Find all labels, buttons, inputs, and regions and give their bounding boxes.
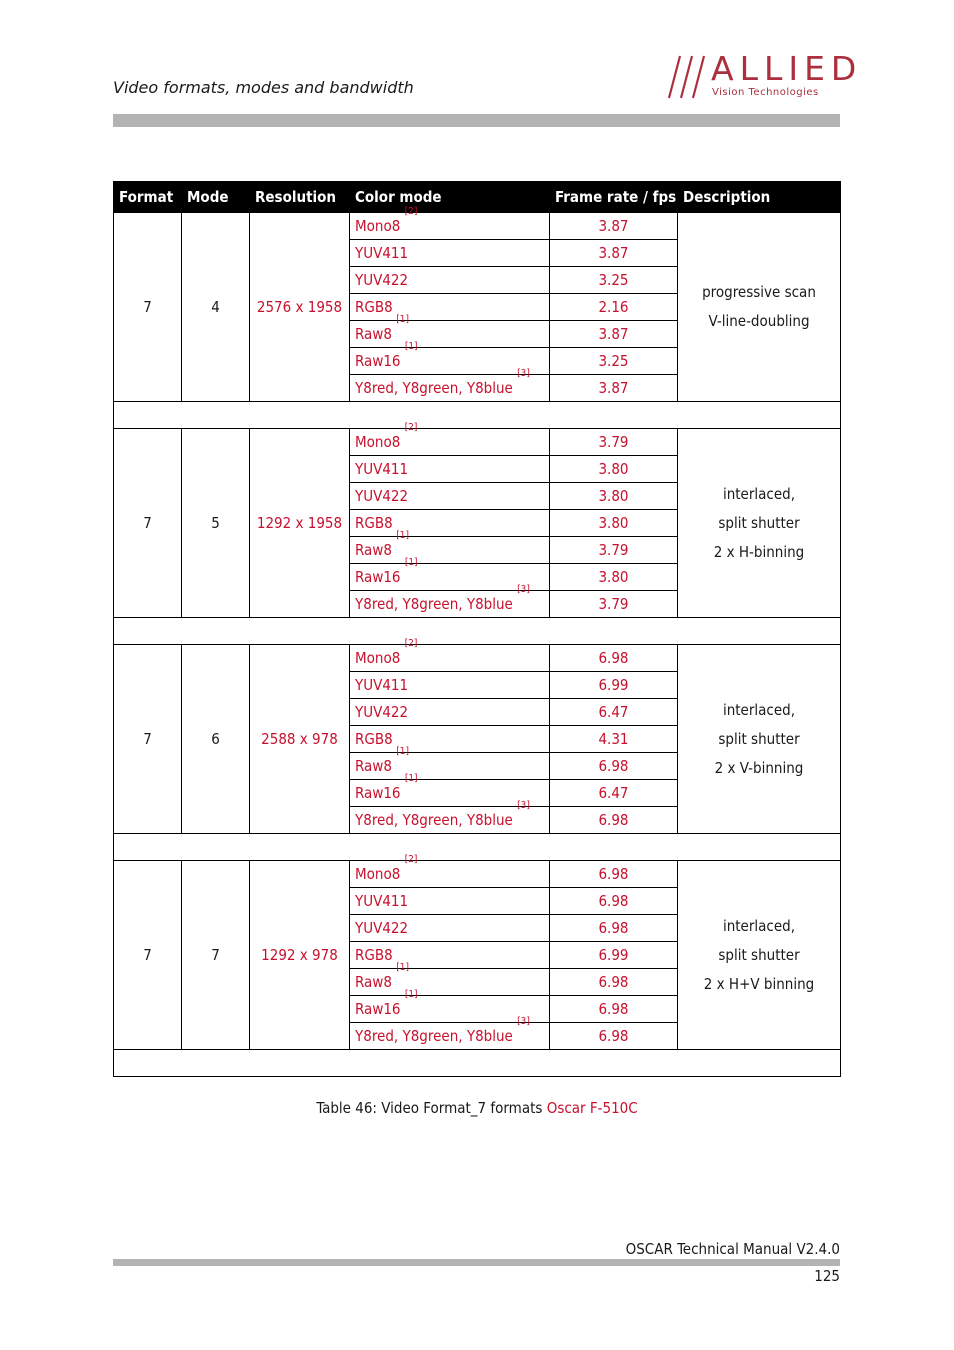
color-mode-label[interactable]: RGB8 bbox=[355, 514, 393, 532]
cell-frame-rate[interactable]: 3.87 bbox=[550, 321, 678, 348]
cell-frame-rate[interactable]: 6.98 bbox=[550, 753, 678, 780]
allied-logo bbox=[666, 49, 863, 102]
cell-description bbox=[678, 213, 841, 402]
color-mode-label[interactable]: Y8red, Y8green, Y8blue bbox=[355, 379, 513, 397]
color-mode-label[interactable]: YUV422 bbox=[355, 919, 409, 937]
cell-frame-rate[interactable]: 3.87 bbox=[550, 240, 678, 267]
group-spacer-row bbox=[114, 618, 841, 645]
cell-description bbox=[678, 861, 841, 1050]
description-line: 2 x H+V binning bbox=[703, 974, 815, 993]
cell-color-mode[interactable] bbox=[350, 638, 550, 672]
cell-color-mode[interactable] bbox=[350, 800, 550, 834]
color-mode-label[interactable]: Mono8 bbox=[355, 217, 401, 235]
cell-format: 7 bbox=[114, 213, 182, 402]
cell-frame-rate[interactable]: 6.98 bbox=[550, 807, 678, 834]
color-mode-label[interactable]: Raw8 bbox=[355, 541, 392, 559]
logo-word: ALLIED bbox=[711, 49, 863, 88]
cell-frame-rate[interactable]: 3.87 bbox=[550, 213, 678, 240]
cell-color-mode[interactable] bbox=[350, 456, 550, 483]
cell-frame-rate[interactable]: 3.80 bbox=[550, 510, 678, 537]
footnote-ref[interactable]: [1] bbox=[396, 746, 409, 757]
cell-frame-rate[interactable]: 3.80 bbox=[550, 483, 678, 510]
spacer-cell bbox=[114, 402, 841, 429]
cell-color-mode[interactable] bbox=[350, 314, 550, 348]
cell-frame-rate[interactable]: 6.98 bbox=[550, 888, 678, 915]
footer-manual-title: OSCAR Technical Manual V2.4.0 bbox=[625, 1240, 840, 1258]
cell-format: 7 bbox=[114, 861, 182, 1050]
logo-subtitle: Vision Technologies bbox=[712, 87, 819, 98]
group-spacer-row bbox=[114, 834, 841, 861]
header-frame-rate: Frame rate / fps bbox=[550, 182, 678, 213]
cell-mode: 5 bbox=[182, 429, 250, 618]
cell-frame-rate[interactable]: 6.98 bbox=[550, 996, 678, 1023]
description-line: interlaced, bbox=[722, 484, 796, 503]
color-mode-label[interactable]: Mono8 bbox=[355, 649, 401, 667]
cell-format: 7 bbox=[114, 429, 182, 618]
footnote-ref[interactable]: [3] bbox=[517, 368, 530, 379]
footnote-ref[interactable]: [1] bbox=[404, 773, 418, 784]
table-header-row bbox=[114, 182, 841, 213]
video-format-table bbox=[113, 181, 841, 1077]
cell-frame-rate[interactable]: 3.79 bbox=[550, 537, 678, 564]
description-line: split shutter bbox=[718, 513, 800, 532]
description-line: 2 x V-binning bbox=[714, 758, 804, 777]
color-mode-label[interactable]: RGB8 bbox=[355, 946, 393, 964]
cell-frame-rate[interactable]: 6.98 bbox=[550, 861, 678, 888]
color-mode-label[interactable]: Y8red, Y8green, Y8blue bbox=[355, 1027, 513, 1045]
color-mode-label[interactable]: YUV411 bbox=[355, 244, 409, 262]
cell-color-mode[interactable] bbox=[350, 530, 550, 564]
cell-color-mode[interactable] bbox=[350, 726, 550, 753]
table-row bbox=[114, 213, 841, 240]
group-spacer-row bbox=[114, 402, 841, 429]
cell-color-mode[interactable] bbox=[350, 942, 550, 969]
page-number: 125 bbox=[814, 1267, 840, 1285]
section-title: Video formats, modes and bandwidth bbox=[113, 78, 414, 97]
cell-format: 7 bbox=[114, 645, 182, 834]
cell-mode: 7 bbox=[182, 861, 250, 1050]
cell-resolution[interactable]: 2576 x 1958 bbox=[250, 213, 350, 402]
table-row bbox=[114, 429, 841, 456]
header-format: Format bbox=[114, 182, 182, 213]
footnote-ref[interactable]: [2] bbox=[404, 638, 418, 649]
color-mode-label[interactable]: Y8red, Y8green, Y8blue bbox=[355, 811, 513, 829]
cell-mode: 6 bbox=[182, 645, 250, 834]
color-mode-label[interactable]: RGB8 bbox=[355, 730, 393, 748]
video-format-table-container bbox=[113, 181, 840, 1077]
color-mode-label[interactable]: RGB8 bbox=[355, 298, 393, 316]
cell-description bbox=[678, 429, 841, 618]
color-mode-label[interactable]: YUV422 bbox=[355, 271, 409, 289]
cell-frame-rate[interactable]: 6.99 bbox=[550, 942, 678, 969]
cell-frame-rate[interactable]: 3.25 bbox=[550, 348, 678, 375]
color-mode-label[interactable]: YUV411 bbox=[355, 892, 409, 910]
header-description: Description bbox=[678, 182, 841, 213]
description-line: interlaced, bbox=[722, 700, 796, 719]
color-mode-label[interactable]: Raw8 bbox=[355, 973, 392, 991]
color-mode-label[interactable]: YUV422 bbox=[355, 487, 409, 505]
spacer-cell bbox=[114, 618, 841, 645]
cell-color-mode[interactable] bbox=[350, 915, 550, 942]
cell-frame-rate[interactable]: 3.80 bbox=[550, 564, 678, 591]
cell-color-mode[interactable] bbox=[350, 699, 550, 726]
color-mode-label[interactable]: YUV411 bbox=[355, 676, 409, 694]
cell-color-mode[interactable] bbox=[350, 888, 550, 915]
color-mode-label[interactable]: Y8red, Y8green, Y8blue bbox=[355, 595, 513, 613]
cell-frame-rate[interactable]: 2.16 bbox=[550, 294, 678, 321]
footnote-ref[interactable]: [3] bbox=[517, 584, 530, 595]
cell-frame-rate[interactable]: 6.98 bbox=[550, 645, 678, 672]
spacer-cell bbox=[114, 1050, 841, 1077]
color-mode-label[interactable]: Raw16 bbox=[355, 784, 401, 802]
header-color-mode: Color mode bbox=[350, 182, 550, 213]
footer-divider-bar bbox=[113, 1259, 840, 1266]
color-mode-label[interactable]: Mono8 bbox=[355, 433, 401, 451]
footnote-ref[interactable]: [1] bbox=[404, 557, 418, 568]
group-spacer-row bbox=[114, 1050, 841, 1077]
cell-frame-rate[interactable]: 6.98 bbox=[550, 915, 678, 942]
color-mode-label[interactable]: YUV422 bbox=[355, 703, 409, 721]
cell-color-mode[interactable] bbox=[350, 510, 550, 537]
header-divider-bar bbox=[113, 114, 840, 127]
cell-color-mode[interactable] bbox=[350, 746, 550, 780]
header-resolution: Resolution bbox=[250, 182, 350, 213]
footnote-ref[interactable]: [2] bbox=[404, 422, 418, 433]
cell-color-mode[interactable] bbox=[350, 1016, 550, 1050]
cell-frame-rate[interactable]: 4.31 bbox=[550, 726, 678, 753]
cell-frame-rate[interactable]: 3.80 bbox=[550, 456, 678, 483]
cell-description bbox=[678, 645, 841, 834]
cell-color-mode[interactable] bbox=[350, 368, 550, 402]
description-line: interlaced, bbox=[722, 916, 796, 935]
footnote-ref[interactable]: [1] bbox=[404, 341, 418, 352]
cell-color-mode[interactable] bbox=[350, 240, 550, 267]
cell-color-mode[interactable] bbox=[350, 483, 550, 510]
cell-resolution[interactable]: 1292 x 1958 bbox=[250, 429, 350, 618]
cell-color-mode[interactable] bbox=[350, 672, 550, 699]
caption-text: Table 46: Video Format_7 formats bbox=[316, 1099, 547, 1117]
header-mode: Mode bbox=[182, 182, 250, 213]
table-caption bbox=[0, 1099, 954, 1117]
table-row bbox=[114, 861, 841, 888]
color-mode-label[interactable]: Raw8 bbox=[355, 757, 392, 775]
table-row bbox=[114, 645, 841, 672]
logo-slashes-icon bbox=[666, 54, 710, 100]
table-body bbox=[114, 206, 841, 1077]
color-mode-label[interactable]: YUV411 bbox=[355, 460, 409, 478]
cell-color-mode[interactable] bbox=[350, 422, 550, 456]
description-line: V-line-doubling bbox=[708, 312, 810, 330]
color-mode-label[interactable]: Mono8 bbox=[355, 865, 401, 883]
footnote-ref[interactable]: [1] bbox=[404, 989, 418, 1000]
cell-mode: 4 bbox=[182, 213, 250, 402]
spacer-cell bbox=[114, 834, 841, 861]
cell-frame-rate[interactable]: 6.47 bbox=[550, 699, 678, 726]
color-mode-label[interactable]: Raw16 bbox=[355, 352, 401, 370]
footnote-ref[interactable]: [3] bbox=[517, 1016, 530, 1027]
description-line: 2 x H-binning bbox=[713, 542, 805, 561]
cell-color-mode[interactable] bbox=[350, 267, 550, 294]
color-mode-label[interactable]: Raw16 bbox=[355, 1000, 401, 1018]
footnote-ref[interactable]: [2] bbox=[404, 854, 418, 865]
cell-frame-rate[interactable]: 6.98 bbox=[550, 969, 678, 996]
cell-resolution[interactable]: 1292 x 978 bbox=[250, 861, 350, 1050]
footnote-ref[interactable]: [1] bbox=[396, 530, 409, 541]
cell-frame-rate[interactable]: 6.99 bbox=[550, 672, 678, 699]
cell-color-mode[interactable] bbox=[350, 584, 550, 618]
description-line: split shutter bbox=[718, 945, 800, 964]
cell-frame-rate[interactable]: 3.79 bbox=[550, 429, 678, 456]
footnote-ref[interactable]: [3] bbox=[517, 800, 530, 811]
cell-frame-rate[interactable]: 3.87 bbox=[550, 375, 678, 402]
footnote-ref[interactable]: [1] bbox=[396, 314, 409, 325]
cell-frame-rate[interactable]: 6.98 bbox=[550, 1023, 678, 1050]
cell-color-mode[interactable] bbox=[350, 294, 550, 321]
description-line: progressive scan bbox=[702, 283, 816, 301]
cell-color-mode[interactable] bbox=[350, 206, 550, 240]
description-line: split shutter bbox=[718, 729, 800, 748]
caption-link[interactable]: Oscar F-510C bbox=[546, 1099, 638, 1117]
cell-frame-rate[interactable]: 3.79 bbox=[550, 591, 678, 618]
footnote-ref[interactable]: [2] bbox=[404, 206, 418, 217]
cell-color-mode[interactable] bbox=[350, 854, 550, 888]
cell-color-mode[interactable] bbox=[350, 962, 550, 996]
cell-frame-rate[interactable]: 3.25 bbox=[550, 267, 678, 294]
cell-frame-rate[interactable]: 6.47 bbox=[550, 780, 678, 807]
footnote-ref[interactable]: [1] bbox=[396, 962, 409, 973]
cell-resolution[interactable]: 2588 x 978 bbox=[250, 645, 350, 834]
color-mode-label[interactable]: Raw16 bbox=[355, 568, 401, 586]
color-mode-label[interactable]: Raw8 bbox=[355, 325, 392, 343]
